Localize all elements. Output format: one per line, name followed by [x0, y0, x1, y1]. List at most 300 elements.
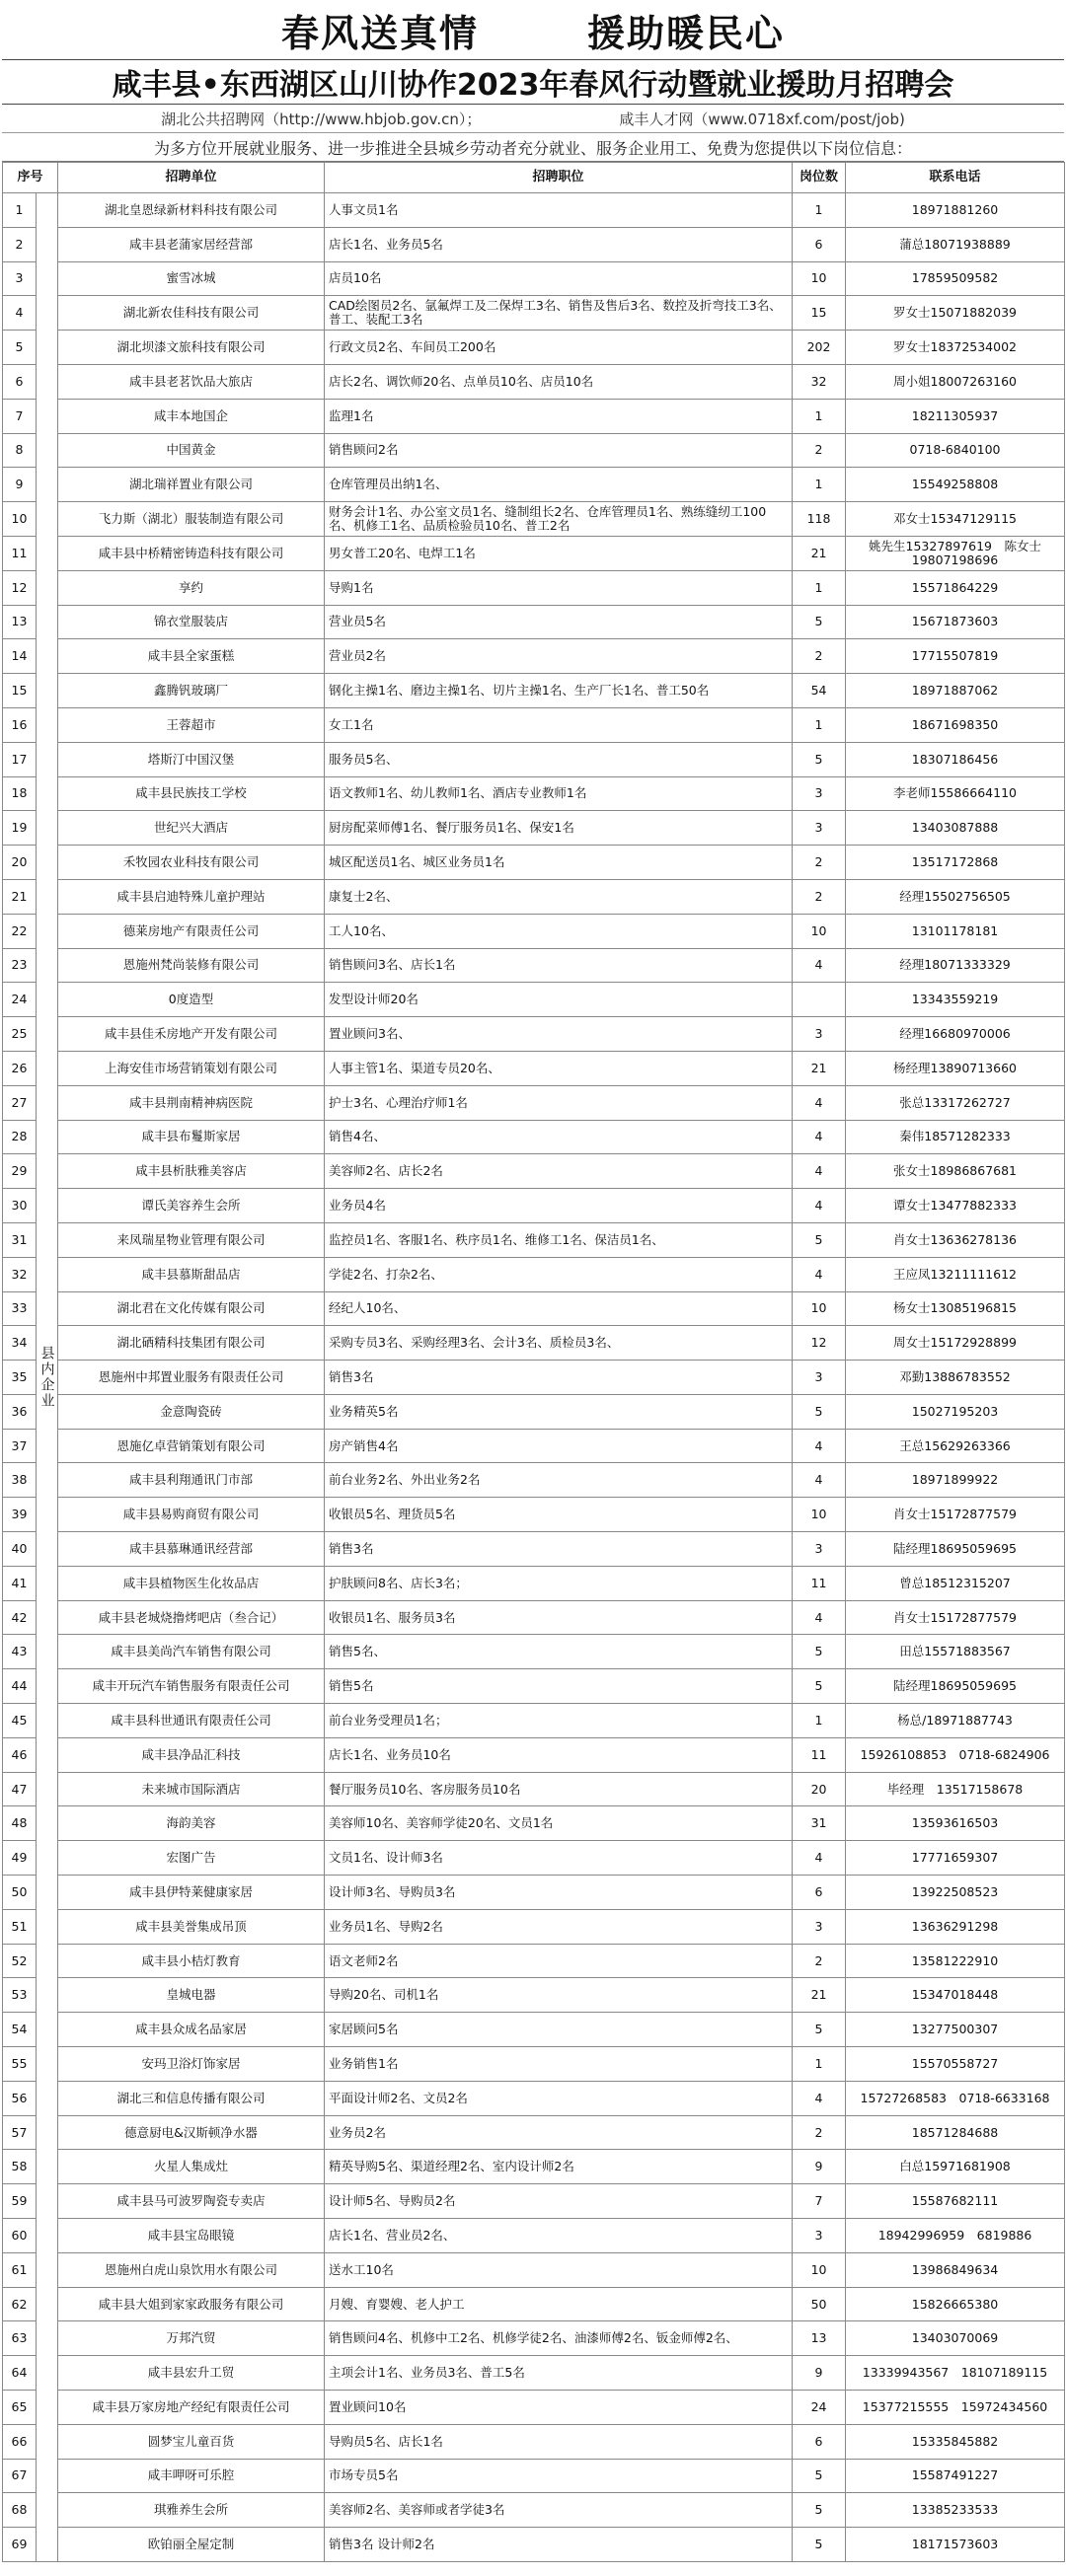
job-positions: 餐厅服务员10名、客房服务员10名: [325, 1772, 793, 1806]
job-positions: 护士3名、心理治疗师1名: [325, 1085, 793, 1120]
job-positions: 美容师2名、美容师或者学徒3名: [325, 2493, 793, 2528]
table-row: [3, 1189, 1065, 1223]
position-count: 4: [793, 1085, 846, 1120]
position-count: 5: [793, 2493, 846, 2528]
row-number: 50: [3, 1876, 37, 1910]
row-number: 62: [3, 2287, 37, 2321]
row-number: 6: [3, 364, 37, 399]
contact-phone: 经理18071333329: [846, 948, 1065, 983]
row-number: 41: [3, 1566, 37, 1600]
company-name: 咸丰县众成名品家居: [58, 2013, 325, 2047]
table-row: [3, 1944, 1065, 1978]
position-count: 3: [793, 776, 846, 811]
table-row: [3, 1429, 1065, 1463]
table-row: [3, 2150, 1065, 2184]
company-name: 湖北三和信息传播有限公司: [58, 2081, 325, 2115]
row-number: 58: [3, 2150, 37, 2184]
position-count: 10: [793, 1291, 846, 1326]
table-row: [3, 1051, 1065, 1085]
table-row: [3, 227, 1065, 261]
job-positions: 业务员2名: [325, 2115, 793, 2150]
contact-phone: 13517172868: [846, 846, 1065, 880]
position-count: 4: [793, 948, 846, 983]
contact-phone: 经理16680970006: [846, 1017, 1065, 1052]
job-positions: 仓库管理员出纳1名、: [325, 468, 793, 502]
position-count: 31: [793, 1806, 846, 1841]
row-number: 12: [3, 570, 37, 605]
position-count: 4: [793, 1600, 846, 1635]
website-line: [2, 105, 1064, 133]
position-count: 11: [793, 1566, 846, 1600]
job-positions: 营业员5名: [325, 605, 793, 639]
table-row: [3, 2081, 1065, 2115]
job-positions: 业务员1名、导购2名: [325, 1909, 793, 1944]
table-row: [3, 983, 1065, 1017]
position-count: 10: [793, 914, 846, 948]
table-row: [3, 1257, 1065, 1291]
contact-phone: 15549258808: [846, 468, 1065, 502]
table-row: [3, 846, 1065, 880]
row-number: 28: [3, 1120, 37, 1154]
row-number: 48: [3, 1806, 37, 1841]
job-positions: 女工1名: [325, 707, 793, 742]
position-count: 2: [793, 846, 846, 880]
job-positions: 男女普工20名、电焊工1名: [325, 536, 793, 570]
contact-phone: 13277500307: [846, 2013, 1065, 2047]
job-positions: 工人10名、: [325, 914, 793, 948]
contact-phone: 15570558727: [846, 2047, 1065, 2082]
company-name: 王蓉超市: [58, 707, 325, 742]
job-positions: 销售3名: [325, 1361, 793, 1395]
table-row: [3, 2528, 1065, 2562]
contact-phone: 经理15502756505: [846, 879, 1065, 914]
row-number: 66: [3, 2424, 37, 2459]
table-row: [3, 1876, 1065, 1910]
row-number: 45: [3, 1704, 37, 1738]
site-xf: 咸丰人才网（www.0718xf.com/post/job): [619, 110, 905, 128]
position-count: 5: [793, 2459, 846, 2493]
job-positions: 文员1名、设计师3名: [325, 1841, 793, 1876]
row-number: 49: [3, 1841, 37, 1876]
job-positions: 店员10名: [325, 261, 793, 296]
table-row: [3, 433, 1065, 468]
table-row: [3, 1532, 1065, 1567]
position-count: 7: [793, 2184, 846, 2219]
company-name: 咸丰县美尚汽车销售有限公司: [58, 1635, 325, 1669]
company-name: 咸丰县启迪特殊儿童护理站: [58, 879, 325, 914]
table-row: [3, 296, 1065, 331]
table-header: [3, 163, 1065, 193]
position-count: 1: [793, 707, 846, 742]
row-number: 4: [3, 296, 37, 331]
company-name: 锦衣堂服装店: [58, 605, 325, 639]
company-name: 咸丰县慕斯甜品店: [58, 1257, 325, 1291]
company-name: 咸丰县易购商贸有限公司: [58, 1498, 325, 1532]
table-row: [3, 914, 1065, 948]
contact-phone: 13593616503: [846, 1806, 1065, 1841]
row-number: 47: [3, 1772, 37, 1806]
company-name: 咸丰县老蒲家居经营部: [58, 227, 325, 261]
job-positions: 主项会计1名、业务员3名、普工5名: [325, 2356, 793, 2391]
job-positions: 设计师5名、导购员2名: [325, 2184, 793, 2219]
job-positions: 平面设计师2名、文员2名: [325, 2081, 793, 2115]
contact-phone: 13403070069: [846, 2321, 1065, 2356]
row-number: 13: [3, 605, 37, 639]
table-row: [3, 2424, 1065, 2459]
contact-phone: 邓勤13886783552: [846, 1361, 1065, 1395]
row-number: 68: [3, 2493, 37, 2528]
company-name: 恩施州中邦置业服务有限责任公司: [58, 1361, 325, 1395]
title-right: 援助暖民心: [587, 10, 786, 55]
job-positions: 美容师2名、店长2名: [325, 1154, 793, 1189]
company-name: 湖北皇恩绿新材料科技有限公司: [58, 193, 325, 228]
job-positions: 前台业务受理员1名；: [325, 1704, 793, 1738]
table-row: [3, 1085, 1065, 1120]
row-number: 31: [3, 1222, 37, 1257]
company-name: 咸丰县科世通讯有限责任公司: [58, 1704, 325, 1738]
header-job: 招聘职位: [325, 163, 793, 193]
table-row: [3, 2493, 1065, 2528]
job-positions: 城区配送员1名、城区业务员1名: [325, 846, 793, 880]
company-name: 咸丰县大姐到家家政服务有限公司: [58, 2287, 325, 2321]
job-positions: 置业顾问10名: [325, 2391, 793, 2425]
company-name: 咸丰县净品汇科技: [58, 1737, 325, 1772]
row-number: 67: [3, 2459, 37, 2493]
row-number: 33: [3, 1291, 37, 1326]
company-name: 湖北新农佳科技有限公司: [58, 296, 325, 331]
job-positions: 康复士2名、: [325, 879, 793, 914]
company-name: 咸丰县荆南精神病医院: [58, 1085, 325, 1120]
contact-phone: 0718-6840100: [846, 433, 1065, 468]
row-number: 34: [3, 1326, 37, 1361]
company-name: 咸丰本地国企: [58, 399, 325, 433]
position-count: 13: [793, 2321, 846, 2356]
company-name: 恩施亿卓营销策划有限公司: [58, 1429, 325, 1463]
job-positions: 销售3名 设计师2名: [325, 2528, 793, 2562]
table-row: [3, 742, 1065, 776]
position-count: 1: [793, 570, 846, 605]
job-positions: 采购专员3名、采购经理3名、会计3名、质检员3名、: [325, 1326, 793, 1361]
main-title: [2, 0, 1064, 59]
contact-phone: 17715507819: [846, 639, 1065, 674]
company-name: 咸丰县佳禾房地产开发有限公司: [58, 1017, 325, 1052]
table-row: [3, 331, 1065, 365]
job-positions: 店长2名、调饮师20名、点单员10名、店员10名: [325, 364, 793, 399]
company-name: 宏图广告: [58, 1841, 325, 1876]
table-row: [3, 2287, 1065, 2321]
position-count: 9: [793, 2356, 846, 2391]
job-positions: 导购1名: [325, 570, 793, 605]
table-row: [3, 2115, 1065, 2150]
contact-phone: 白总15971681908: [846, 2150, 1065, 2184]
company-name: 皇城电器: [58, 1978, 325, 2013]
row-number: 52: [3, 1944, 37, 1978]
job-positions: 销售顾问3名、店长1名: [325, 948, 793, 983]
position-count: 50: [793, 2287, 846, 2321]
position-count: 4: [793, 1841, 846, 1876]
position-count: 5: [793, 2528, 846, 2562]
position-count: 5: [793, 1669, 846, 1704]
contact-phone: 王总15629263366: [846, 1429, 1065, 1463]
position-count: 10: [793, 261, 846, 296]
title-left: 春风送真情: [280, 10, 479, 55]
contact-phone: 杨总/18971887743: [846, 1704, 1065, 1738]
table-row: [3, 1566, 1065, 1600]
table-row: [3, 776, 1065, 811]
company-name: 德莱房地产有限责任公司: [58, 914, 325, 948]
company-name: 咸丰县布鬘斯家居: [58, 1120, 325, 1154]
company-name: 湖北坝漆文旅科技有限公司: [58, 331, 325, 365]
table-row: [3, 2047, 1065, 2082]
contact-phone: 罗女士15071882039: [846, 296, 1065, 331]
position-count: 3: [793, 811, 846, 846]
header-phone: 联系电话: [846, 163, 1065, 193]
row-number: 64: [3, 2356, 37, 2391]
contact-phone: 15377215555 15972434560: [846, 2391, 1065, 2425]
company-name: 欧铂丽全屋定制: [58, 2528, 325, 2562]
table-row: [3, 502, 1065, 537]
table-row: [3, 811, 1065, 846]
position-count: 12: [793, 1326, 846, 1361]
table-row: [3, 2013, 1065, 2047]
position-count: 21: [793, 1978, 846, 2013]
table-row: [3, 468, 1065, 502]
company-name: 蜜雪冰城: [58, 261, 325, 296]
contact-phone: 15587491227: [846, 2459, 1065, 2493]
row-number: 57: [3, 2115, 37, 2150]
row-number: 30: [3, 1189, 37, 1223]
table-row: [3, 536, 1065, 570]
company-name: 世纪兴大酒店: [58, 811, 325, 846]
position-count: 32: [793, 364, 846, 399]
row-number: 19: [3, 811, 37, 846]
table-row: [3, 1635, 1065, 1669]
contact-phone: 15587682111: [846, 2184, 1065, 2219]
contact-phone: 15335845882: [846, 2424, 1065, 2459]
row-number: 54: [3, 2013, 37, 2047]
position-count: [793, 983, 846, 1017]
position-count: 5: [793, 1222, 846, 1257]
table-row: [3, 1704, 1065, 1738]
position-count: 3: [793, 1909, 846, 1944]
row-number: 9: [3, 468, 37, 502]
job-positions: 业务销售1名: [325, 2047, 793, 2082]
table-row: [3, 1772, 1065, 1806]
table-row: [3, 1498, 1065, 1532]
position-count: 4: [793, 1120, 846, 1154]
position-count: 1: [793, 399, 846, 433]
company-name: 万邦汽贸: [58, 2321, 325, 2356]
position-count: 6: [793, 2424, 846, 2459]
job-positions: 钢化主操1名、磨边主操1名、切片主操1名、生产厂长1名、普工50名: [325, 674, 793, 708]
job-positions: 厨房配菜师傅1名、餐厅服务员1名、保安1名: [325, 811, 793, 846]
row-number: 2: [3, 227, 37, 261]
position-count: 3: [793, 1532, 846, 1567]
row-number: 36: [3, 1394, 37, 1429]
table-row: [3, 2391, 1065, 2425]
table-row: [3, 1669, 1065, 1704]
job-positions: 财务会计1名、办公室文员1名、缝制组长2名、仓库管理员1名、熟练缝纫工100名、机修工1名、品质检验员10名、普工2名: [325, 502, 793, 537]
job-positions: 语文教师1名、幼儿教师1名、酒店专业教师1名: [325, 776, 793, 811]
contact-phone: 15826665380: [846, 2287, 1065, 2321]
contact-phone: 18942996959 6819886: [846, 2219, 1065, 2253]
header-num: 序号: [3, 163, 58, 193]
position-count: 2: [793, 879, 846, 914]
job-positions: 设计师3名、导购员3名: [325, 1876, 793, 1910]
row-number: 39: [3, 1498, 37, 1532]
company-name: 禾牧园农业科技有限公司: [58, 846, 325, 880]
table-row: [3, 1291, 1065, 1326]
contact-phone: 13581222910: [846, 1944, 1065, 1978]
job-positions: 家居顾问5名: [325, 2013, 793, 2047]
company-name: 谭氏美容养生会所: [58, 1189, 325, 1223]
row-number: 22: [3, 914, 37, 948]
position-count: 21: [793, 1051, 846, 1085]
row-number: 21: [3, 879, 37, 914]
company-name: 琪雅养生会所: [58, 2493, 325, 2528]
job-positions: 美容师10名、美容师学徒20名、文员1名: [325, 1806, 793, 1841]
job-positions: 销售3名: [325, 1532, 793, 1567]
contact-phone: 18211305937: [846, 399, 1065, 433]
position-count: 20: [793, 1772, 846, 1806]
table-row: [3, 2184, 1065, 2219]
job-positions: 收银员5名、理货员5名: [325, 1498, 793, 1532]
header-company: 招聘单位: [58, 163, 325, 193]
table-row: [3, 2321, 1065, 2356]
company-name: 飞力斯（湖北）服装制造有限公司: [58, 502, 325, 537]
company-name: 咸丰县伊特莱健康家居: [58, 1876, 325, 1910]
row-number: 53: [3, 1978, 37, 2013]
row-number: 61: [3, 2252, 37, 2287]
row-number: 38: [3, 1463, 37, 1498]
position-count: 4: [793, 1154, 846, 1189]
row-number: 35: [3, 1361, 37, 1395]
contact-phone: 13636291298: [846, 1909, 1065, 1944]
row-number: 5: [3, 331, 37, 365]
contact-phone: 肖女士15172877579: [846, 1600, 1065, 1635]
company-name: 咸丰呷呀可乐腔: [58, 2459, 325, 2493]
contact-phone: 18571284688: [846, 2115, 1065, 2150]
row-number: 3: [3, 261, 37, 296]
company-name: 咸丰县小桔灯教育: [58, 1944, 325, 1978]
contact-phone: 13922508523: [846, 1876, 1065, 1910]
table-row: [3, 1463, 1065, 1498]
position-count: 6: [793, 1876, 846, 1910]
contact-phone: 毕经理 13517158678: [846, 1772, 1065, 1806]
row-number: 26: [3, 1051, 37, 1085]
table-row: [3, 1841, 1065, 1876]
position-count: 1: [793, 193, 846, 228]
position-count: 2: [793, 639, 846, 674]
company-name: 咸丰县中桥精密铸造科技有限公司: [58, 536, 325, 570]
table-row: [3, 1909, 1065, 1944]
row-number: 20: [3, 846, 37, 880]
company-name: 咸丰县宝岛眼镜: [58, 2219, 325, 2253]
table-row: [3, 1600, 1065, 1635]
position-count: 2: [793, 2115, 846, 2150]
company-name: 上海安佳市场营销策划有限公司: [58, 1051, 325, 1085]
row-number: 55: [3, 2047, 37, 2082]
contact-phone: 13385233533: [846, 2493, 1065, 2528]
table-row: [3, 674, 1065, 708]
row-number: 43: [3, 1635, 37, 1669]
table-row: [3, 639, 1065, 674]
position-count: 5: [793, 2013, 846, 2047]
position-count: 9: [793, 2150, 846, 2184]
company-name: 咸丰县老城烧撸烤吧店（叁合记）: [58, 1600, 325, 1635]
table-row: [3, 1978, 1065, 2013]
job-positions: 销售顾问2名: [325, 433, 793, 468]
job-positions: 市场专员5名: [325, 2459, 793, 2493]
row-number: 24: [3, 983, 37, 1017]
position-count: 1: [793, 1704, 846, 1738]
company-name: 金意陶瓷砖: [58, 1394, 325, 1429]
row-number: 32: [3, 1257, 37, 1291]
contact-phone: 姚先生15327897619 陈女士19807198696: [846, 536, 1065, 570]
job-positions: 收银员1名、服务员3名: [325, 1600, 793, 1635]
company-name: 享约: [58, 570, 325, 605]
contact-phone: 杨经理13890713660: [846, 1051, 1065, 1085]
contact-phone: 周小姐18007263160: [846, 364, 1065, 399]
row-number: 46: [3, 1737, 37, 1772]
contact-phone: 15027195203: [846, 1394, 1065, 1429]
job-positions: 发型设计师20名: [325, 983, 793, 1017]
company-name: 咸丰县马可波罗陶瓷专卖店: [58, 2184, 325, 2219]
company-name: 安玛卫浴灯饰家居: [58, 2047, 325, 2082]
event-subtitle: 咸丰县•东西湖区山川协作2023年春风行动暨就业援助月招聘会: [2, 59, 1064, 105]
position-count: 10: [793, 2252, 846, 2287]
row-number: 69: [3, 2528, 37, 2562]
position-count: 4: [793, 1429, 846, 1463]
job-positions: 销售4名、: [325, 1120, 793, 1154]
position-count: 4: [793, 1189, 846, 1223]
contact-phone: 17859509582: [846, 261, 1065, 296]
row-number: 60: [3, 2219, 37, 2253]
company-name: 恩施州白虎山泉饮用水有限公司: [58, 2252, 325, 2287]
job-positions: 监控员1名、客服1名、秩序员1名、维修工1名、保洁员1名、: [325, 1222, 793, 1257]
table-row: [3, 1394, 1065, 1429]
position-count: 3: [793, 1017, 846, 1052]
row-number: 8: [3, 433, 37, 468]
position-count: 6: [793, 227, 846, 261]
contact-phone: 13101178181: [846, 914, 1065, 948]
company-name: 咸丰县老茗饮品大旅店: [58, 364, 325, 399]
job-positions: 业务员4名: [325, 1189, 793, 1223]
job-positions: 服务员5名、: [325, 742, 793, 776]
row-number: 37: [3, 1429, 37, 1463]
position-count: 4: [793, 2081, 846, 2115]
contact-phone: 肖女士15172877579: [846, 1498, 1065, 1532]
table-body: [3, 193, 1065, 2562]
job-positions: 经纪人10名、: [325, 1291, 793, 1326]
company-name: 咸丰县慕琳通讯经营部: [58, 1532, 325, 1567]
position-count: 4: [793, 1463, 846, 1498]
position-count: 15: [793, 296, 846, 331]
position-count: 2: [793, 1944, 846, 1978]
contact-phone: 谭女士13477882333: [846, 1189, 1065, 1223]
contact-phone: 陆经理18695059695: [846, 1532, 1065, 1567]
contact-phone: 18971881260: [846, 193, 1065, 228]
row-number: 29: [3, 1154, 37, 1189]
position-count: 202: [793, 331, 846, 365]
job-positions: 置业顾问3名、: [325, 1017, 793, 1052]
contact-phone: 18671698350: [846, 707, 1065, 742]
row-number: 18: [3, 776, 37, 811]
company-name: 咸丰县全家蛋糕: [58, 639, 325, 674]
company-name: 咸丰县析肤雅美容店: [58, 1154, 325, 1189]
table-row: [3, 1222, 1065, 1257]
company-name: 湖北硒精科技集团有限公司: [58, 1326, 325, 1361]
